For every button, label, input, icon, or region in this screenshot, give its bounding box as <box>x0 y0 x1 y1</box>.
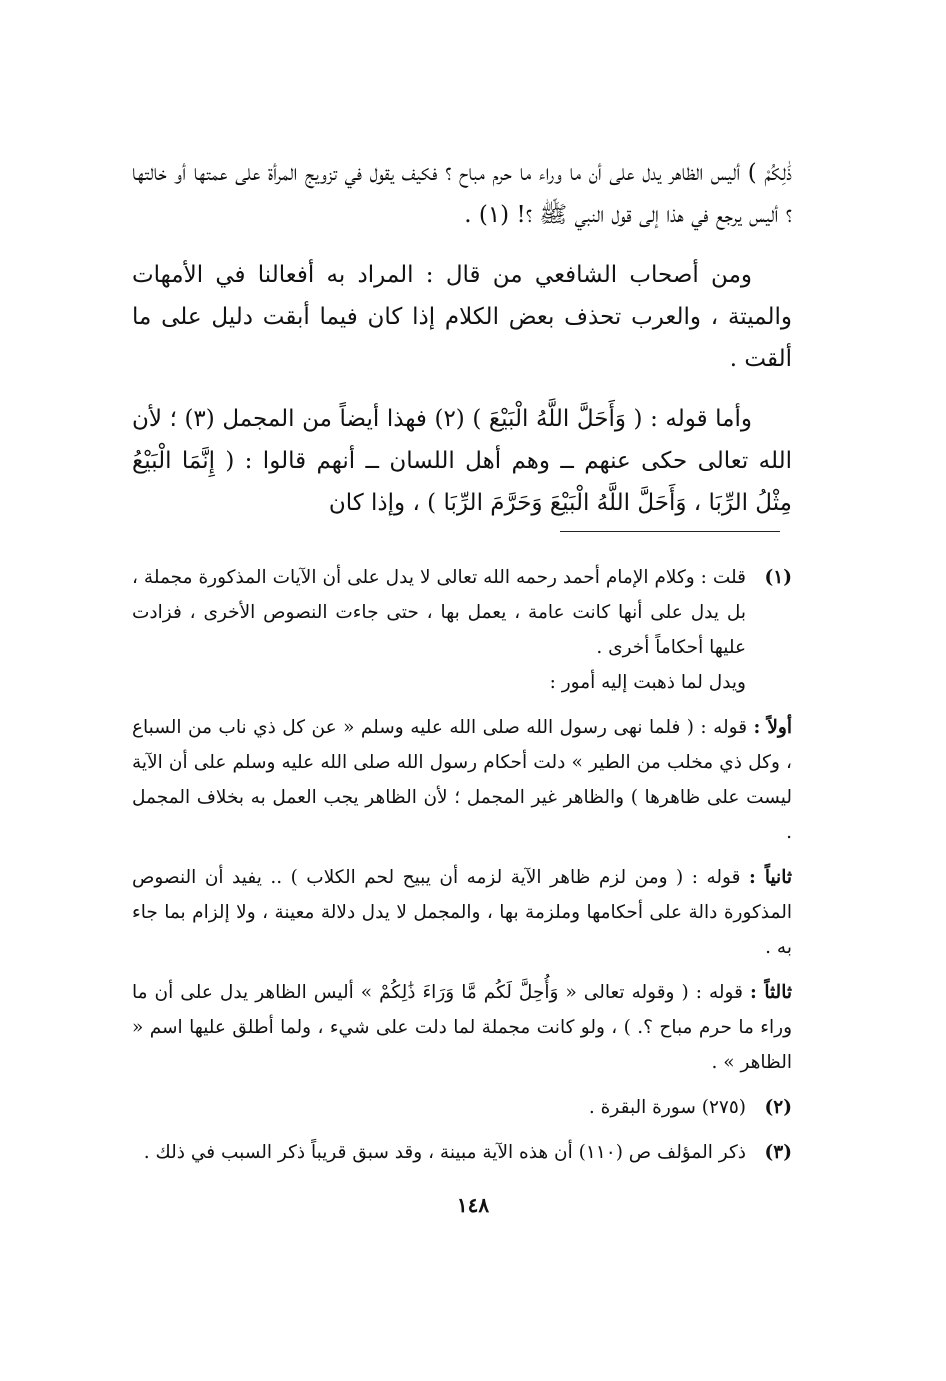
footnote-point-2 <box>132 860 792 965</box>
point-heading: أولاً : <box>753 717 792 738</box>
footnote-separator <box>560 531 780 532</box>
footnote-number: (٣) <box>764 1142 792 1163</box>
point-text: قوله : ( فلما نهى رسول الله صلى الله عليه وسلم « عن كل ذي ناب من السباع ، وكل ذي مخلب من الطير » دلت أحكام رسول الله صلى الله عليه وسلم على أن الآية ليست على ظاهرها ) والظاهر غير المجمل ؛ لأن الظاهر يجب العمل به بخلاف المجمل . <box>132 717 792 843</box>
main-paragraph: وأما قوله : ( وَأَحَلَّ اللَّهُ الْبَيْعَ ) (٢) فهذا أيضاً من المجمل (٣) ؛ لأن الله تعالى حكى عنهم ــ وهم أهل اللسان ــ أنهم قالوا : ( إِنَّمَا الْبَيْعُ مِثْلُ الرِّبَا ، وَأَحَلَّ اللَّهُ الْبَيْعَ وَحَرَّمَ الرِّبَا ) ، وإذا كان <box>132 406 792 516</box>
point-heading: ثانياً : <box>748 867 792 888</box>
footnote-point-1 <box>132 710 792 850</box>
footnote-body <box>132 560 746 700</box>
footnote-1 <box>132 560 792 700</box>
footnote-2 <box>132 1090 792 1125</box>
footnote-body <box>132 1135 746 1170</box>
point-text: قوله : ( ومن لزم ظاهر الآية لزمه أن يبيح لحم الكلاب ) .. يفيد أن النصوص المذكورة دالة على أحكامها وملزمة بها ، والمجمل لا يدل دلالة معينة ، ولا إلزام بما جاء به . <box>132 867 792 958</box>
footnote-point-3 <box>132 975 792 1080</box>
footnote-paragraph: ذكر المؤلف ص (١١٠) أن هذه الآية مبينة ، وقد سبق قريباً ذكر السبب في ذلك . <box>143 1142 746 1163</box>
footnote-number: (٢) <box>764 1097 792 1118</box>
footnote-paragraph: (٢٧٥) سورة البقرة . <box>588 1097 746 1118</box>
footnote-number: (١) <box>764 567 792 588</box>
point-heading: ثالثاً : <box>749 982 792 1003</box>
footnotes <box>132 560 792 1180</box>
footnote-paragraph: قلت : وكلام الإمام أحمد رحمه الله تعالى لا يدل على أن الآيات المذكورة مجملة ، بل يدل على أنها كانت عامة ، يعمل بها ، حتى جاءت النصوص الأخرى ، فزادت عليها أحكاماً أخرى . <box>132 567 746 658</box>
main-paragraph: ومن أصحاب الشافعي من قال : المراد به أفعالنا في الأمهات والميتة ، والعرب تحذف بعض الكلام إذا كان فيما أبقت دليل على ما ألقت . <box>132 262 792 372</box>
footnote-3 <box>132 1135 792 1170</box>
main-paragraph: ذَٰلِكُمْ ) أليس الظاهر يدل على أن ما وراء ما حرم مباح ؟ فكيف يقول في تزويج المرأة على عمتها أو خالتها ؟ أليس يرجع في هذا إلى قول النبي ﷺ ؟! (١) . <box>132 160 792 228</box>
page-number: ١٤٨ <box>456 1193 490 1217</box>
main-text <box>132 152 792 542</box>
footnote-body <box>132 1090 746 1125</box>
footnote-paragraph: ويدل لما ذهبت إليه أمور : <box>549 672 746 693</box>
point-text: قوله : ( وقوله تعالى « وَأُحِلَّ لَكُم مَّا وَرَاءَ ذَٰلِكُمْ » أليس الظاهر يدل على أن ما وراء ما حرم مباح ؟. ) ، ولو كانت مجملة لما دلت على شيء ، ولما أطلق عليها اسم « الظاهر » . <box>132 982 792 1073</box>
